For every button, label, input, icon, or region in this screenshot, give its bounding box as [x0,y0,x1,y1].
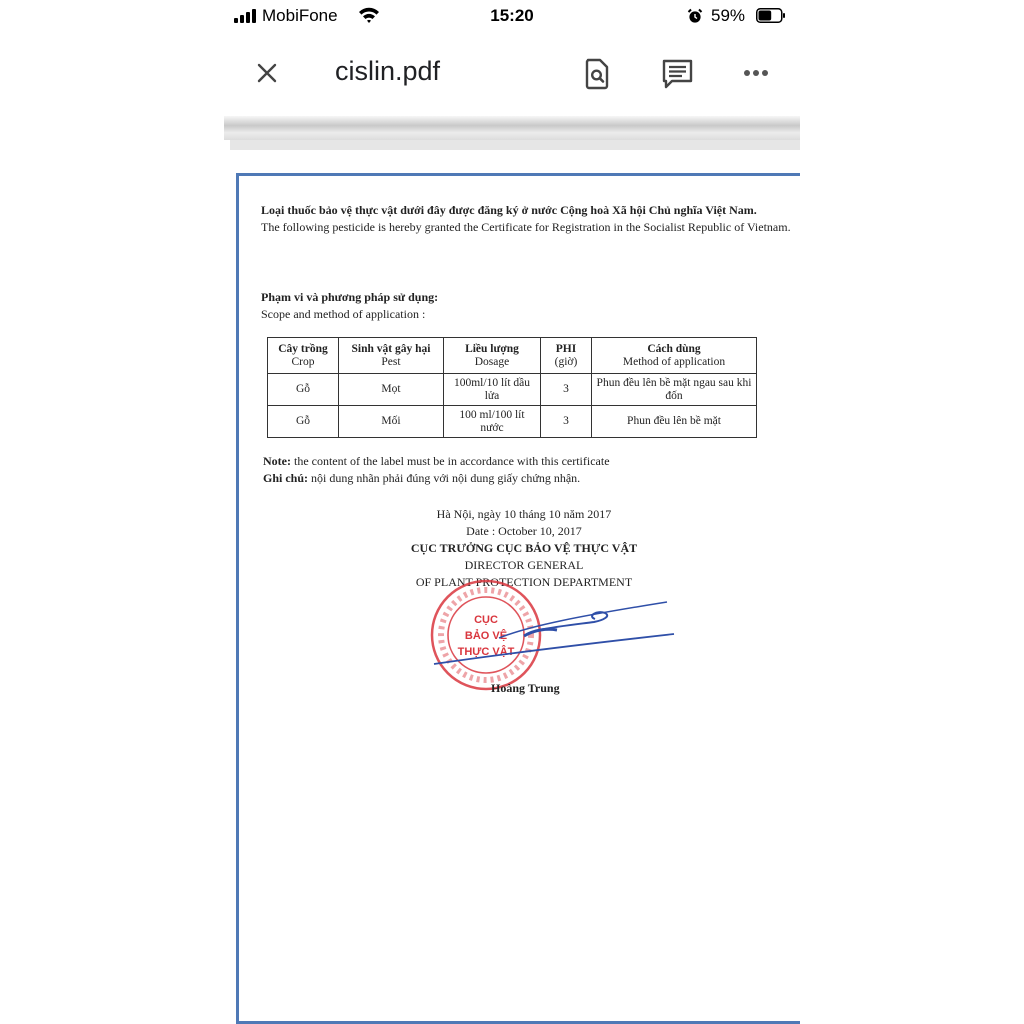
viewer-header [224,34,800,116]
table-cell: 100 ml/100 lít nước [444,406,541,438]
stamp-line-3: THỰC VẬT [457,646,515,658]
table-cell: Phun đều lên bề mặt ngau sau khi đốn [592,374,757,406]
comment-icon[interactable] [662,59,693,89]
stamp-line-1: CỤC [474,614,498,626]
carrier-name: MobiFone [262,6,338,25]
pdf-viewer-app [224,0,800,1024]
table-cell: 3 [541,374,592,406]
document-title: cislin.pdf [335,56,441,86]
intro-vietnamese: Loại thuốc bảo vệ thực vật dưới đây được đăng ký ở nước Cộng hoà Xã hội Chủ nghĩa Việt Nam. [261,203,757,217]
office-vietnamese: CỤC TRƯỞNG CỤC BẢO VỆ THỰC VẬT [410,541,638,555]
battery-percent: 59% [711,6,746,25]
application-table [267,337,757,438]
pdf-viewport[interactable] [224,140,800,1024]
scope-english: Scope and method of application : [261,307,426,321]
header-method: Cách dùng Method of application [592,338,757,374]
note-vietnamese: Ghi chú: nội dung nhãn phải đúng với nội dung giấy chứng nhận. [263,471,581,485]
header-crop: Cây trồng Crop [268,338,339,374]
office-english-1: DIRECTOR GENERAL [464,558,584,572]
battery-icon [756,8,786,23]
header-dosage: Liều lượng Dosage [444,338,541,374]
note-section [263,453,783,487]
intro-english: The following pesticide is hereby granted the Certificate for Registration in the Socialist Republic of Vietnam. [261,220,791,234]
status-bar [224,0,800,34]
close-icon[interactable] [257,63,277,83]
table-cell: Mối [339,406,444,438]
stamp-line-2: BẢO VỆ [464,630,508,642]
table-cell: 3 [541,406,592,438]
table-cell: Phun đều lên bề mặt [592,406,757,438]
table-cell: Gỗ [268,374,339,406]
signer-name: Hoàng Trung [491,681,560,695]
note-english: Note: the content of the label must be in accordance with this certificate [263,454,610,468]
document-search-icon[interactable] [584,58,610,90]
scope-section [261,289,438,323]
table-cell: Mọt [339,374,444,406]
table-row [268,406,757,438]
status-time: 15:20 [490,6,534,25]
office-english-2: OF PLANT PROTECTION DEPARTMENT [415,575,633,589]
table-header-row [268,338,757,374]
table-cell: Gỗ [268,406,339,438]
alarm-icon [687,8,703,24]
intro-paragraph [261,202,791,236]
handwritten-signature [429,586,679,676]
date-english: Date : October 10, 2017 [466,524,582,538]
table-cell: 100ml/10 lít dầu lửa [444,374,541,406]
more-horizontal-icon[interactable] [743,69,769,77]
scope-vietnamese: Phạm vi và phương pháp sử dụng: [261,290,439,304]
header-phi: PHI (giờ) [541,338,592,374]
header-shadow [224,116,800,140]
header-pest: Sinh vật gây hại Pest [339,338,444,374]
table-row [268,374,757,406]
pdf-page [236,173,800,1024]
date-vietnamese: Hà Nội, ngày 10 tháng 10 năm 2017 [436,507,612,521]
previous-page-edge [230,140,800,150]
